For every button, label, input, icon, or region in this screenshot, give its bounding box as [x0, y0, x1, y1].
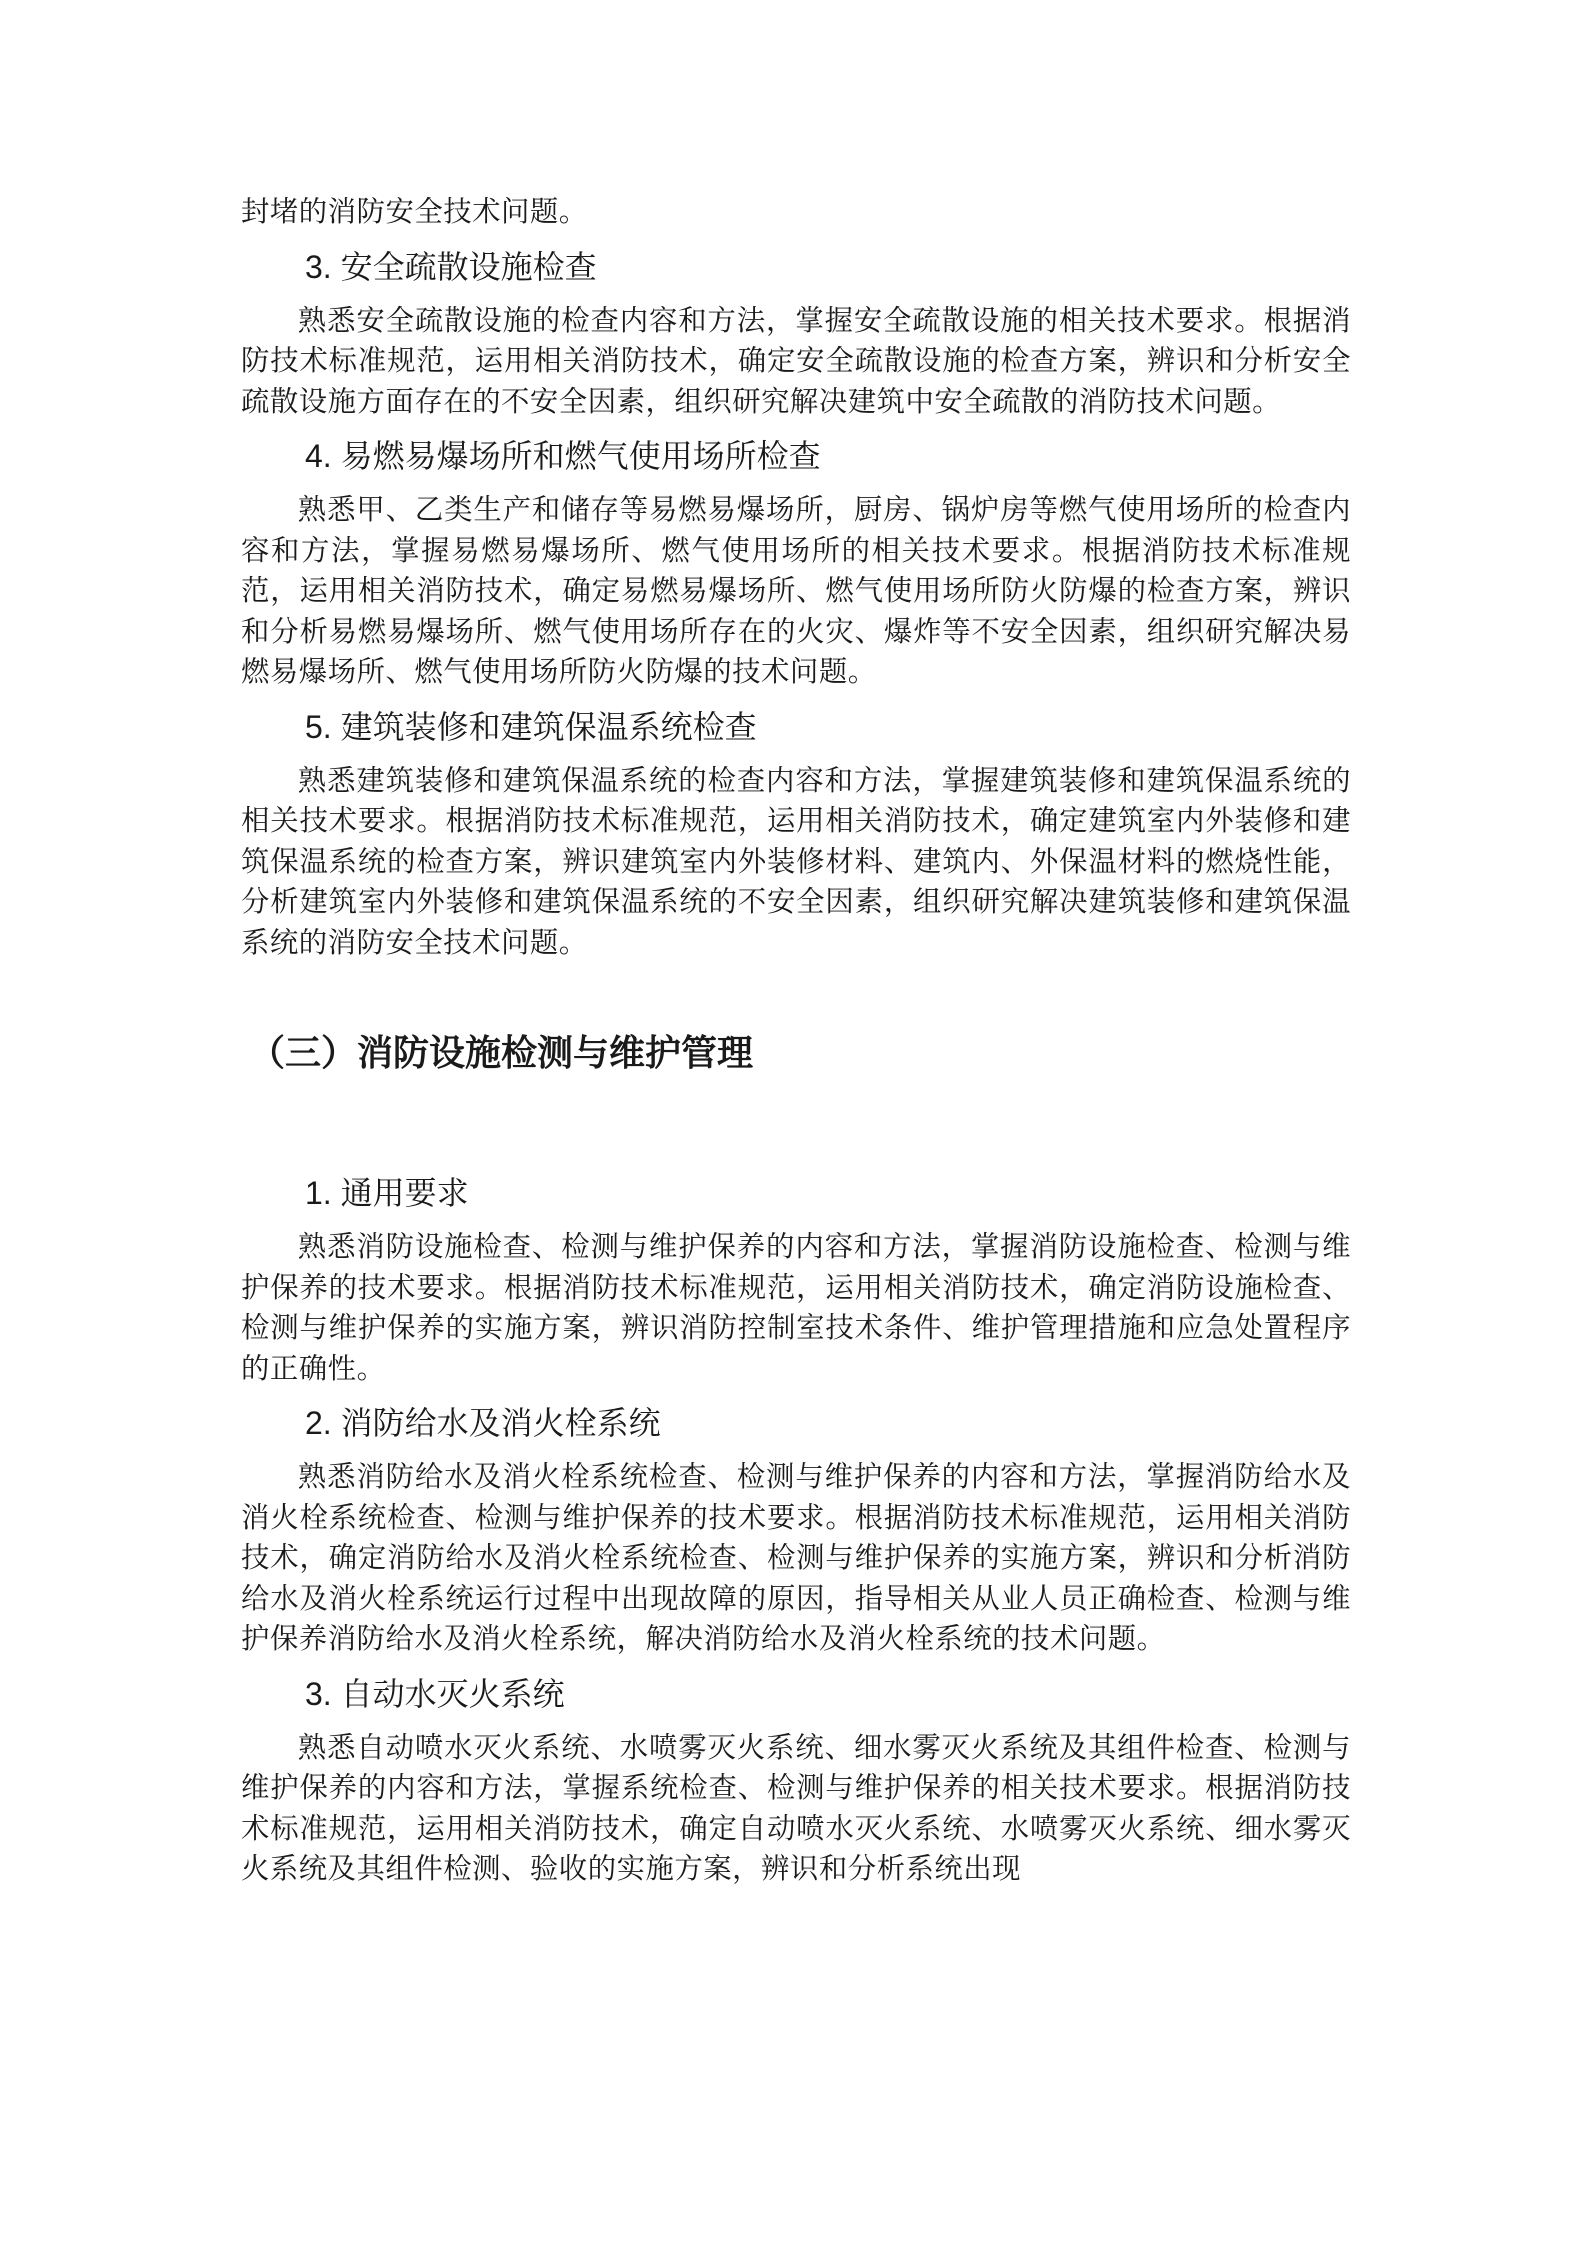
section-body-general-requirements: 熟悉消防设施检查、检测与维护保养的内容和方法，掌握消防设施检查、检测与维护保养的技术要求。根据消防技术标准规范，运用相关消防技术，确定消防设施检查、检测与维护保养的实施方案，辨识消防控制室技术条件、维护管理措施和应急处置程序的正确性。 [241, 1230, 1351, 1385]
section-heading-general-requirements: 1. 通用要求 [305, 1175, 469, 1211]
continued-paragraph: 封堵的消防安全技术问题。 [241, 195, 588, 228]
section-body-decoration-insulation: 熟悉建筑装修和建筑保温系统的检查内容和方法，掌握建筑装修和建筑保温系统的相关技术要求。根据消防技术标准规范，运用相关消防技术，确定建筑室内外装修和建筑保温系统的检查方案，辨识建筑室内外装修材料、建筑内、外保温材料的燃烧性能，分析建筑室内外装修和建筑保温系统的不安全因素，组织研究解决建筑装修和建筑保温系统的消防安全技术问题。 [241, 763, 1351, 959]
section-body-water-extinguishing: 熟悉自动喷水灭火系统、水喷雾灭火系统、细水雾灭火系统及其组件检查、检测与维护保养的内容和方法，掌握系统检查、检测与维护保养的相关技术要求。根据消防技术标准规范，运用相关消防技术，确定自动喷水灭火系统、水喷雾灭火系统、细水雾灭火系统及其组件检测、验收的实施方案，辨识和分析系统出现 [241, 1730, 1351, 1885]
section-heading-decoration-insulation: 5. 建筑装修和建筑保温系统检查 [305, 708, 757, 745]
section-body-hydrant-system: 熟悉消防给水及消火栓系统检查、检测与维护保养的内容和方法，掌握消防给水及消火栓系统检查、检测与维护保养的技术要求。根据消防技术标准规范，运用相关消防技术，确定消防给水及消火栓系统检查、检测与维护保养的实施方案，辨识和分析消防给水及消火栓系统运行过程中出现故障的原因，指导相关从业人员正确检查、检测与维护保养消防给水及消火栓系统，解决消防给水及消火栓系统的技术问题。 [241, 1460, 1351, 1655]
section-heading-flammable-sites: 4. 易燃易爆场所和燃气使用场所检查 [305, 438, 821, 474]
section-heading-evacuation: 3. 安全疏散设施检查 [305, 248, 597, 285]
section-heading-hydrant-system: 2. 消防给水及消火栓系统 [305, 1405, 661, 1441]
chapter-heading-facility-maintenance: （三）消防设施检测与维护管理 [249, 1032, 754, 1073]
document-page [241, 192, 1351, 1890]
section-heading-water-extinguishing: 3. 自动水灭火系统 [305, 1675, 565, 1712]
section-body-evacuation: 熟悉安全疏散设施的检查内容和方法，掌握安全疏散设施的相关技术要求。根据消防技术标准规范，运用相关消防技术，确定安全疏散设施的检查方案，辨识和分析安全疏散设施方面存在的不安全因素，组织研究解决建筑中安全疏散的消防技术问题。 [241, 303, 1351, 418]
section-body-flammable-sites: 熟悉甲、乙类生产和储存等易燃易爆场所，厨房、锅炉房等燃气使用场所的检查内容和方法，掌握易燃易爆场所、燃气使用场所的相关技术要求。根据消防技术标准规范，运用相关消防技术，确定易燃易爆场所、燃气使用场所防火防爆的检查方案，辨识和分析易燃易爆场所、燃气使用场所存在的火灾、爆炸等不安全因素，组织研究解决易燃易爆场所、燃气使用场所防火防爆的技术问题。 [241, 493, 1351, 688]
